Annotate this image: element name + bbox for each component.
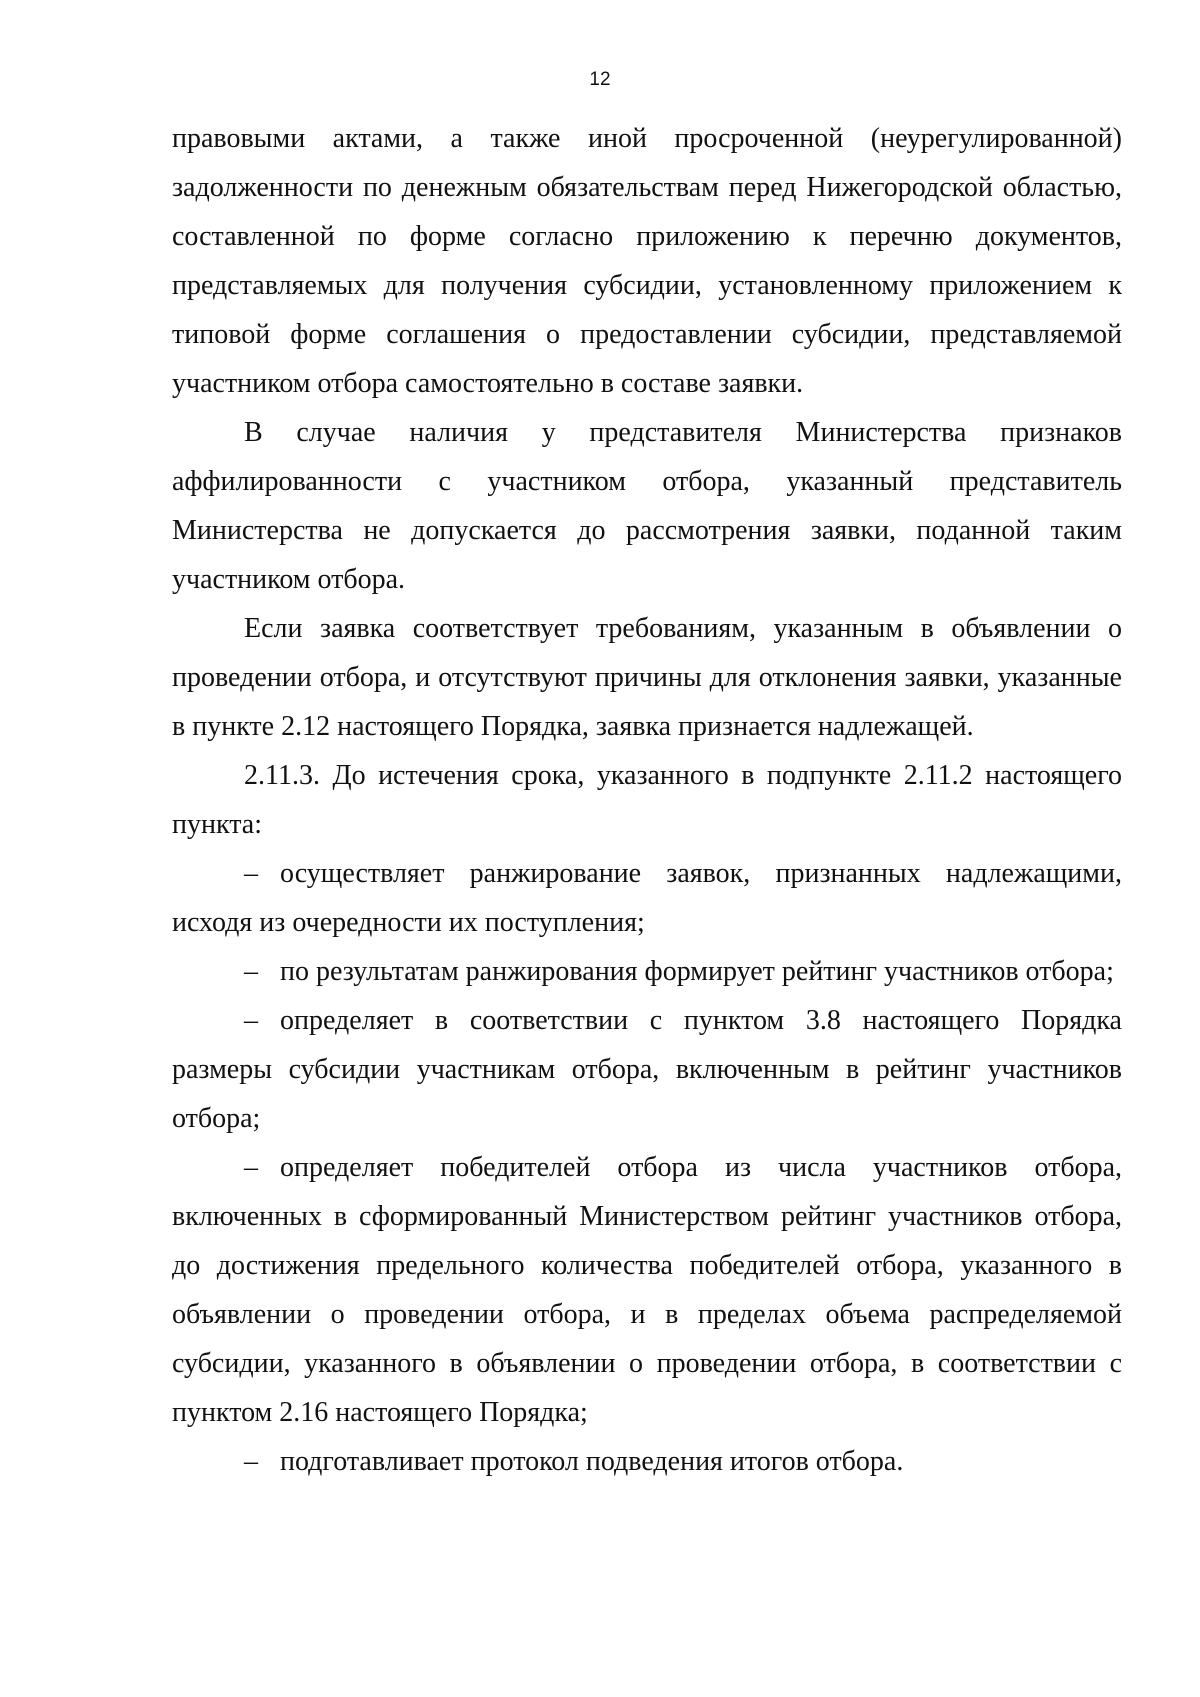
- list-item-text: по результатам ранжирования формирует рейтинг участников отбора;: [280, 956, 1114, 987]
- list-item: [172, 1143, 1122, 1437]
- document-body: [172, 114, 1122, 1486]
- dash-marker: –: [244, 1446, 258, 1477]
- paragraph-continuation: правовыми актами, а также иной просроченной (неурегулированной) задолженности по денежным обязательствам перед Нижегородской областью, составленной по форме согласно приложению к перечню документов, представляемых для получения субсидии, установленному приложением к типовой форме соглашения о предоставлении субсидии, представляемой участником отбора самостоятельно в составе заявки.: [172, 123, 1122, 399]
- dash-marker: –: [244, 1005, 258, 1036]
- paragraph-affiliation: В случае наличия у представителя Министерства признаков аффилированности с участником отбора, указанный представитель Министерства не допускается до рассмотрения заявки, поданной таким участником отбора.: [172, 417, 1122, 595]
- page-number: 12: [589, 69, 611, 90]
- paragraph-clause-2-11-3: 2.11.3. До истечения срока, указанного в подпункте 2.11.2 настоящего пункта:: [172, 760, 1122, 840]
- dash-marker: –: [244, 956, 258, 987]
- list-item-text: осуществляет ранжирование заявок, признанных надлежащими, исходя из очередности их поступления;: [172, 858, 1122, 938]
- dash-marker: –: [244, 1152, 258, 1183]
- list-item: [172, 849, 1122, 947]
- list-item-text: определяет победителей отбора из числа участников отбора, включенных в сформированный Министерством рейтинг участников отбора, до достижения предельного количества победителей отбора, указанного в объявлении о проведении отбора, и в пределах объема распределяемой субсидии, указанного в объявлении о проведении отбора, в соответствии с пунктом 2.16 настоящего Порядка;: [172, 1152, 1122, 1428]
- list-item: [172, 947, 1122, 996]
- list-item: [172, 1437, 1122, 1486]
- list-item-text: подготавливает протокол подведения итогов отбора.: [280, 1446, 904, 1477]
- dash-marker: –: [244, 858, 258, 889]
- list-item-text: определяет в соответствии с пунктом 3.8 настоящего Порядка размеры субсидии участникам отбора, включенным в рейтинг участников отбора;: [172, 1005, 1122, 1134]
- paragraph-application-proper: Если заявка соответствует требованиям, указанным в объявлении о проведении отбора, и отсутствуют причины для отклонения заявки, указанные в пункте 2.12 настоящего Порядка, заявка признается надлежащей.: [172, 613, 1122, 742]
- list-item: [172, 996, 1122, 1143]
